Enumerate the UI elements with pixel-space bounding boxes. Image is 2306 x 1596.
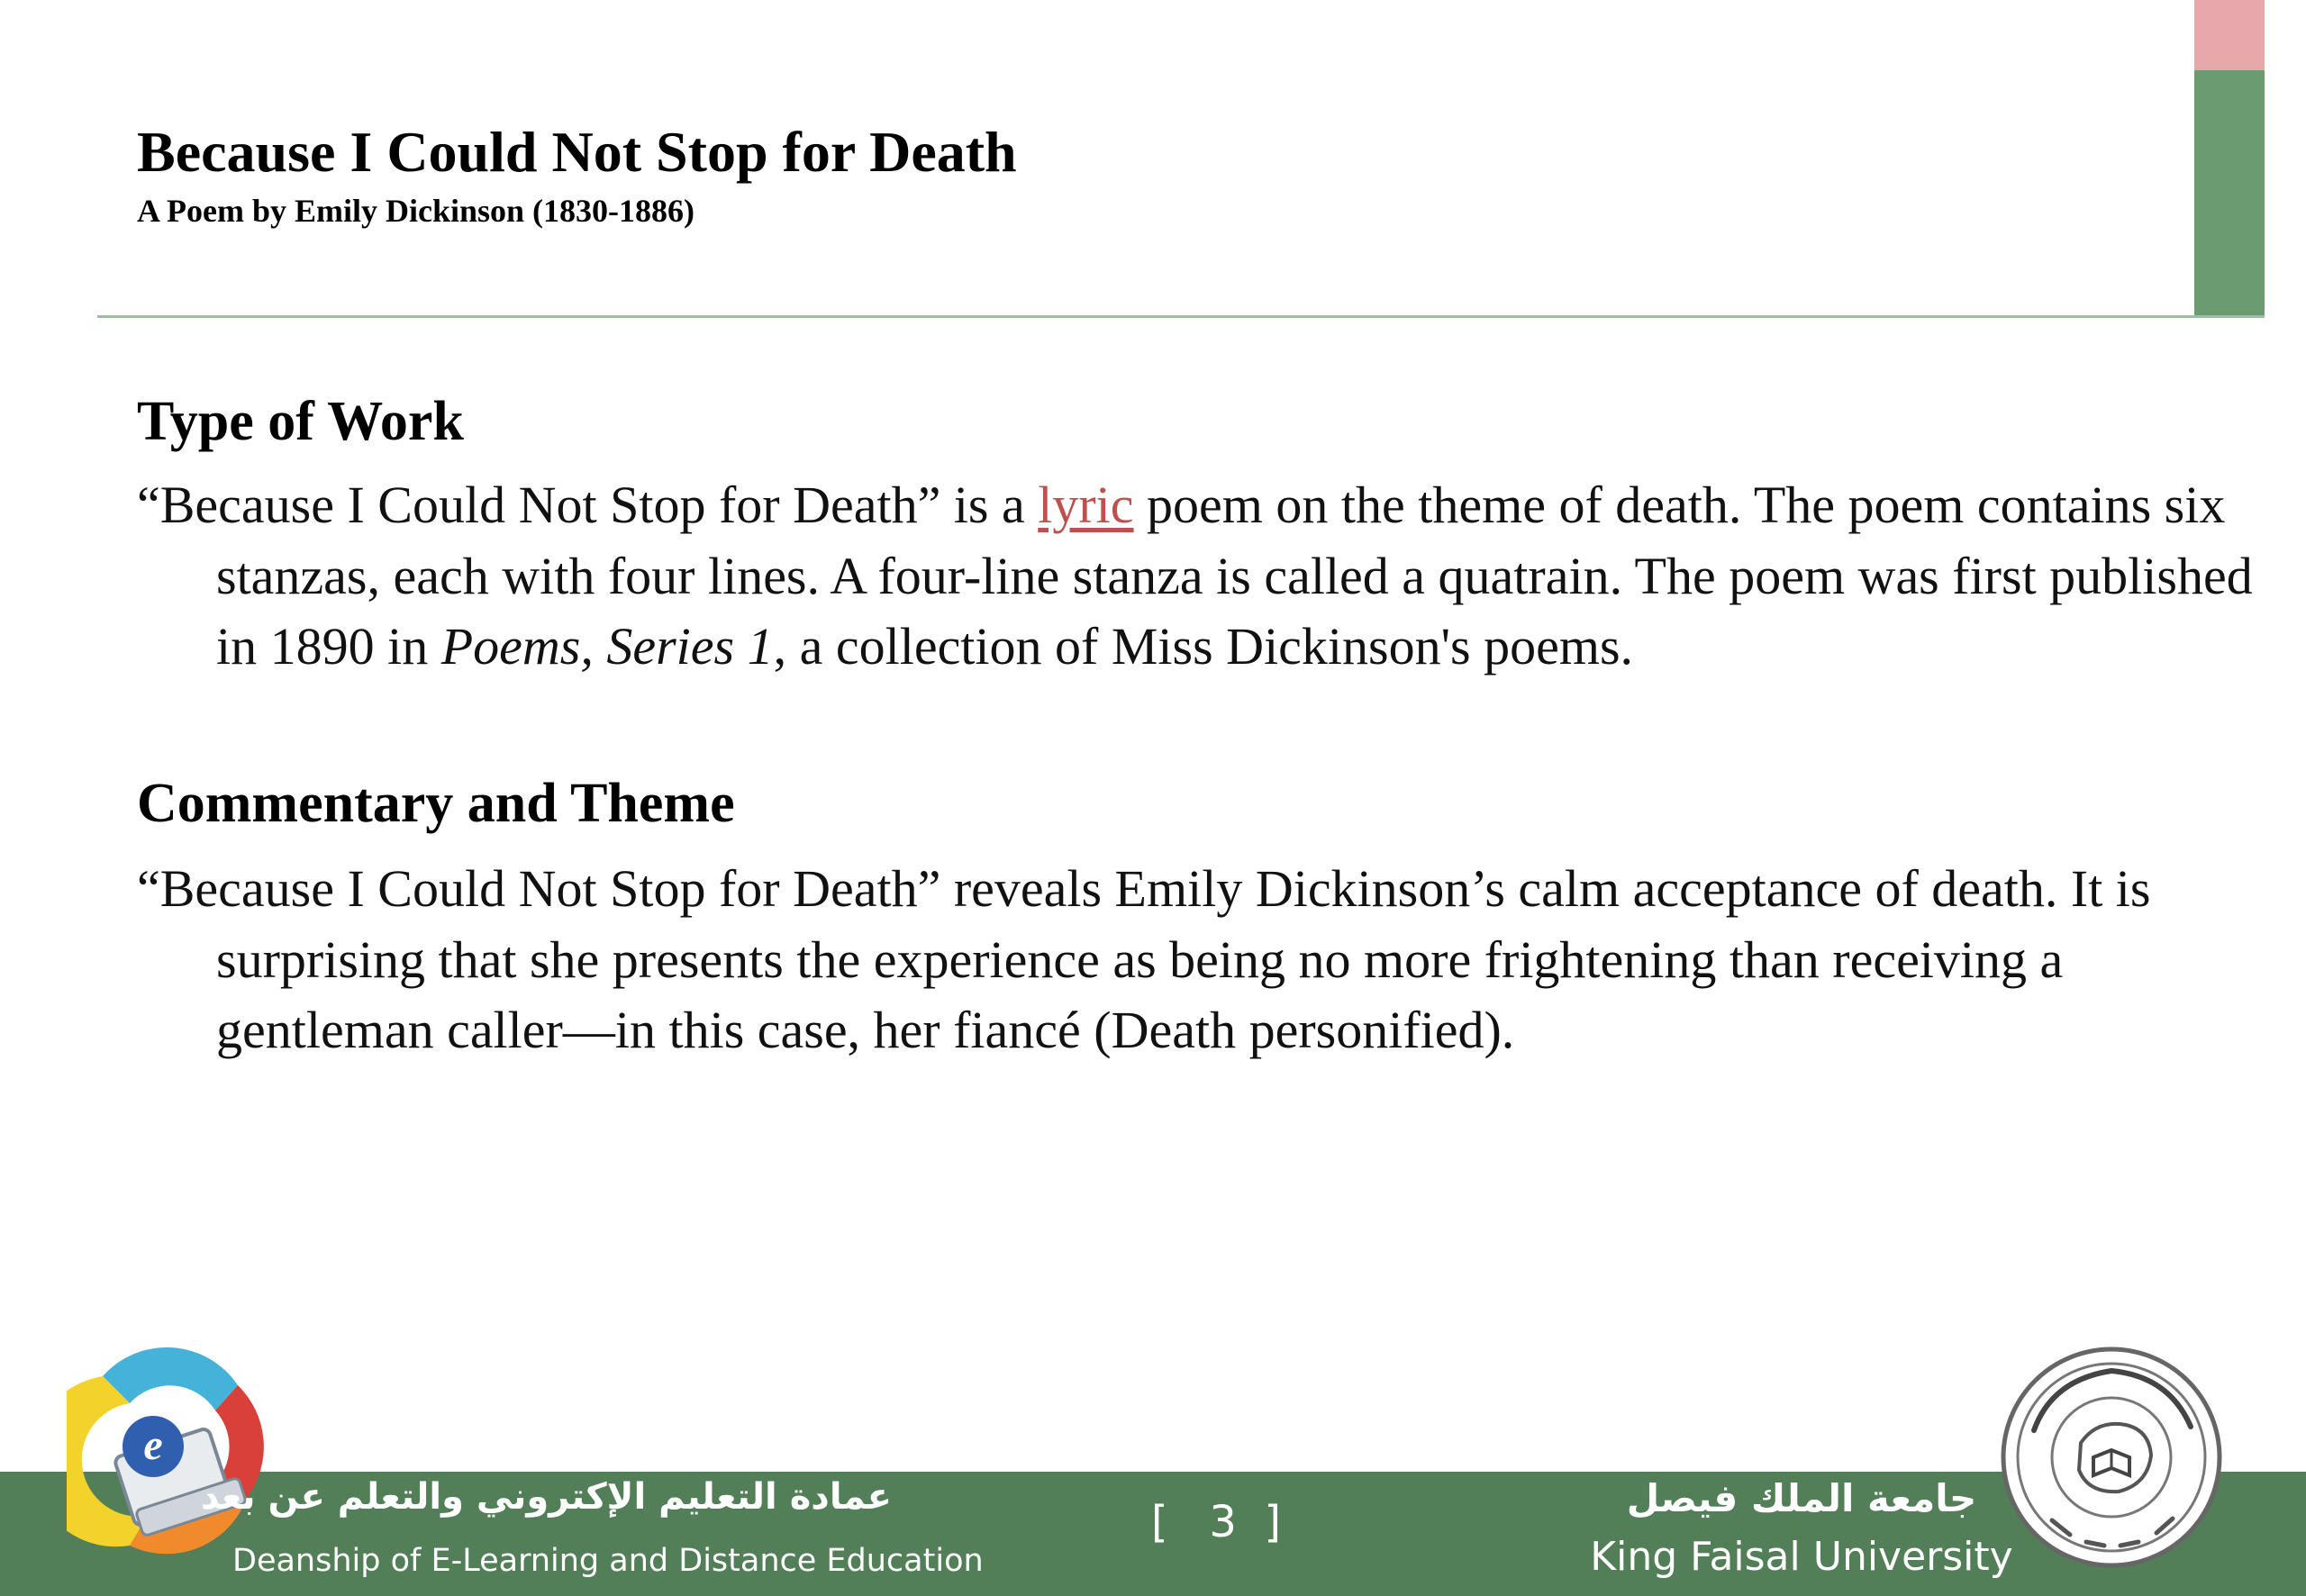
e-learning-logo-icon <box>67 1340 274 1565</box>
deanship-name-arabic: عمادة التعليم الإكتروني والتعلم عن بعد <box>200 1476 892 1518</box>
top-accent-green-bar <box>2194 70 2265 317</box>
deanship-name-english: Deanship of E-Learning and Distance Education <box>232 1543 984 1579</box>
paragraph-text: , a collection of Miss Dickinson's poems. <box>773 617 1634 676</box>
top-accent-pink-block <box>2194 0 2265 70</box>
paragraph-text: poem on the theme of death. The poem contains six stanzas, each with four lines. A four-line stanza is called a quatrain. The poem was first published in 1890 in <box>216 476 2253 676</box>
lyric-link[interactable]: lyric <box>1038 476 1134 534</box>
paragraph-text: “Because I Could Not Stop for Death” is a <box>137 476 1039 534</box>
publication-title: Poems, Series 1 <box>440 617 774 676</box>
header-divider <box>97 315 2265 318</box>
section-heading-type-of-work: Type of Work <box>137 391 464 452</box>
section-heading-commentary-and-theme: Commentary and Theme <box>137 773 735 834</box>
university-name-arabic: جامعة الملك فيصل <box>1626 1476 1977 1520</box>
university-name-english: King Faisal University <box>1590 1534 2013 1580</box>
slide-title: Because I Could Not Stop for Death <box>137 120 1017 184</box>
commentary-paragraph: “Because I Could Not Stop for Death” reveals Emily Dickinson’s calm acceptance of death. It is surprising that she presents the experience as being no more frightening than receiving a gentleman caller—in this case, her fiancé (Death personified). <box>137 859 2151 1059</box>
slide-subtitle: A Poem by Emily Dickinson (1830-1886) <box>137 193 695 229</box>
type-of-work-paragraph <box>137 470 2288 683</box>
page-number: [ 3 ] <box>1150 1497 1282 1547</box>
svg-text:e: e <box>143 1421 163 1469</box>
university-seal-icon <box>1998 1344 2225 1571</box>
